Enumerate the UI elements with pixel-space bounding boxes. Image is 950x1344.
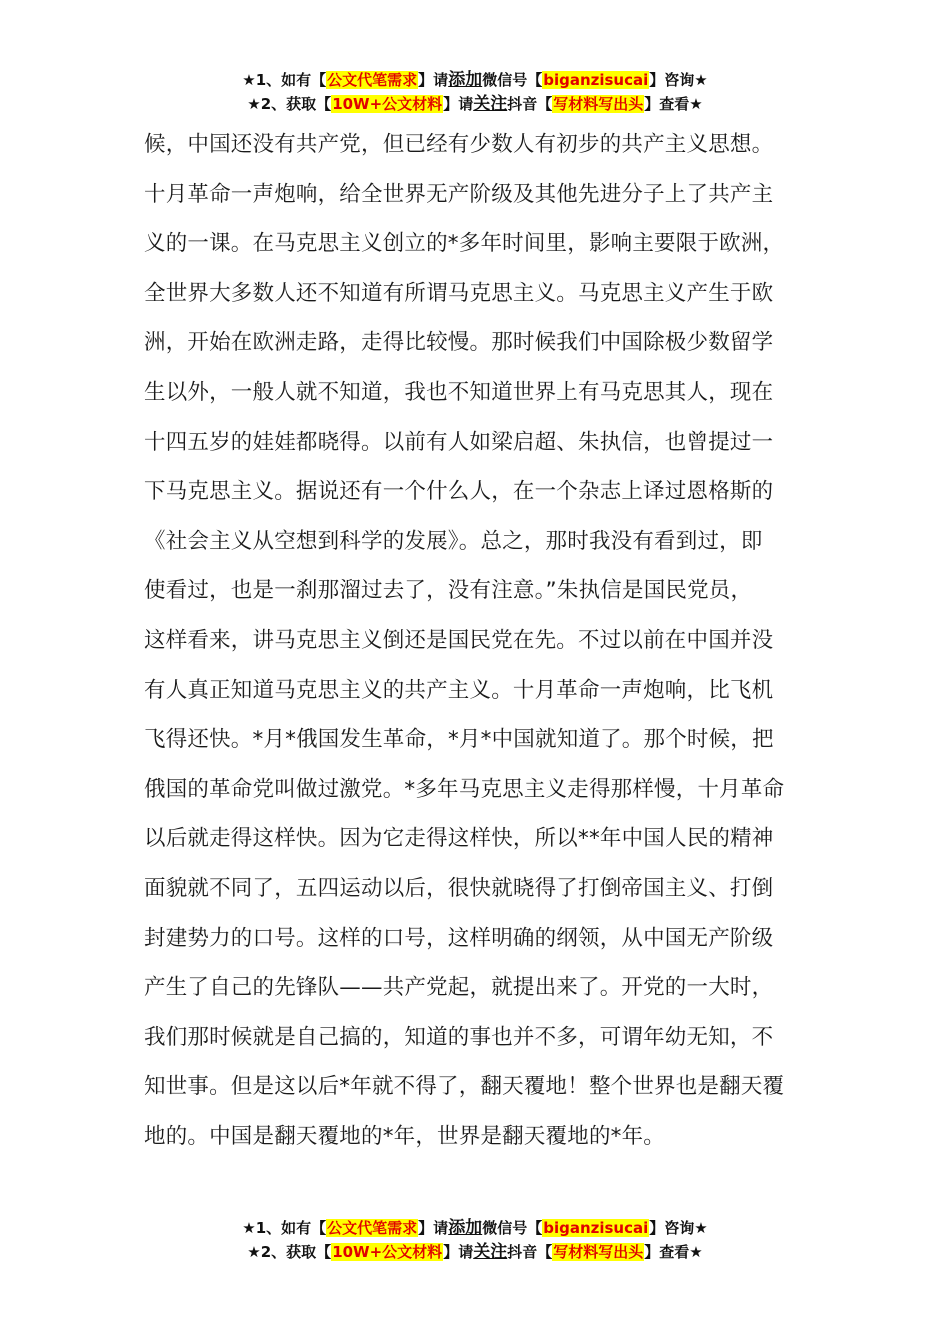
body-line: 飞得还快。*月*俄国发生革命，*月*中国就知道了。那个时候，把 (144, 727, 774, 753)
promo-prefix: ★1、如有【 (242, 1219, 327, 1237)
promo-prefix: ★1、如有【 (242, 71, 327, 89)
body-line: 《社会主义从空想到科学的发展》。总之，那时我没有看到过，即 (144, 528, 763, 554)
body-line: 地的。中国是翻天覆地的*年，世界是翻天覆地的*年。 (144, 1123, 666, 1149)
header-promo-line-1 (0, 68, 950, 92)
promo-text: 】请 (443, 1243, 474, 1261)
promo-highlight-materials: 10W+公文材料 (332, 1243, 443, 1261)
body-line: 俄国的革命党叫做过激党。*多年马克思主义走得那样慢，十月革命 (144, 776, 785, 802)
promo-text: 】请 (418, 71, 449, 89)
promo-text: 】请 (443, 95, 474, 113)
body-line: 生以外，一般人就不知道，我也不知道世界上有马克思其人，现在 (144, 379, 774, 405)
promo-text: 微信号【 (482, 1219, 543, 1237)
promo-highlight-service: 公文代笔需求 (327, 1219, 418, 1237)
promo-text: 抖音【 (507, 95, 553, 113)
promo-suffix: 】查看★ (644, 95, 703, 113)
promo-suffix: 】查看★ (644, 1243, 703, 1261)
footer-promo-banner (0, 1216, 950, 1264)
body-line: 我们那时候就是自己搞的，知道的事也并不多，可谓年幼无知，不 (144, 1024, 774, 1050)
header-promo-banner (0, 68, 950, 116)
body-line: 十四五岁的娃娃都晓得。以前有人如梁启超、朱执信，也曾提过一 (144, 429, 774, 455)
body-line: 有人真正知道马克思主义的共产主义。十月革命一声炮响，比飞机 (144, 677, 774, 703)
footer-promo-line-1 (0, 1216, 950, 1240)
promo-highlight-douyin-account: 写材料写出头 (553, 95, 644, 113)
body-line: 这样看来，讲马克思主义倒还是国民党在先。不过以前在中国并没 (144, 627, 774, 653)
body-line: 候，中国还没有共产党，但已经有少数人有初步的共产主义思想。 (144, 132, 774, 157)
promo-emphasis: 添加 (448, 1218, 483, 1238)
body-line: 下马克思主义。据说还有一个什么人，在一个杂志上译过恩格斯的 (144, 479, 774, 505)
body-line: 使看过，也是一刹那溜过去了，没有注意。”朱执信是国民党员， (144, 578, 753, 604)
body-line: 面貌就不同了，五四运动以后，很快就晓得了打倒帝国主义、打倒 (144, 875, 774, 901)
promo-text: 微信号【 (482, 71, 543, 89)
promo-emphasis: 关注 (473, 94, 508, 114)
body-line: 以后就走得这样快。因为它走得这样快，所以**年中国人民的精神 (144, 826, 774, 852)
promo-text: 】请 (418, 1219, 449, 1237)
body-line: 知世事。但是这以后*年就不得了，翻天覆地！整个世界也是翻天覆 (144, 1074, 785, 1100)
promo-prefix: ★2、获取【 (247, 1243, 332, 1261)
promo-prefix: ★2、获取【 (247, 95, 332, 113)
promo-highlight-service: 公文代笔需求 (327, 71, 418, 89)
body-line: 义的一课。在马克思主义创立的*多年时间里，影响主要限于欧洲， (144, 231, 785, 257)
promo-suffix: 】咨询★ (649, 1219, 708, 1237)
body-line: 洲，开始在欧洲走路，走得比较慢。那时候我们中国除极少数留学 (144, 330, 774, 356)
promo-emphasis: 关注 (473, 1242, 508, 1262)
promo-emphasis: 添加 (448, 70, 483, 90)
promo-highlight-wechat-id: biganzisucai (543, 1219, 649, 1237)
body-line: 封建势力的口号。这样的口号，这样明确的纲领，从中国无产阶级 (144, 925, 774, 951)
footer-promo-line-2 (0, 1240, 950, 1264)
body-line: 全世界大多数人还不知道有所谓马克思主义。马克思主义产生于欧 (144, 280, 774, 306)
promo-suffix: 】咨询★ (649, 71, 708, 89)
promo-highlight-wechat-id: biganzisucai (543, 71, 649, 89)
document-body (144, 120, 806, 1161)
promo-highlight-douyin-account: 写材料写出头 (553, 1243, 644, 1261)
promo-text: 抖音【 (507, 1243, 553, 1261)
body-line: 产生了自己的先锋队——共产党起，就提出来了。开党的一大时， (144, 975, 774, 1001)
body-line: 十月革命一声炮响，给全世界无产阶级及其他先进分子上了共产主 (144, 181, 774, 207)
promo-highlight-materials: 10W+公文材料 (332, 95, 443, 113)
header-promo-line-2 (0, 92, 950, 116)
